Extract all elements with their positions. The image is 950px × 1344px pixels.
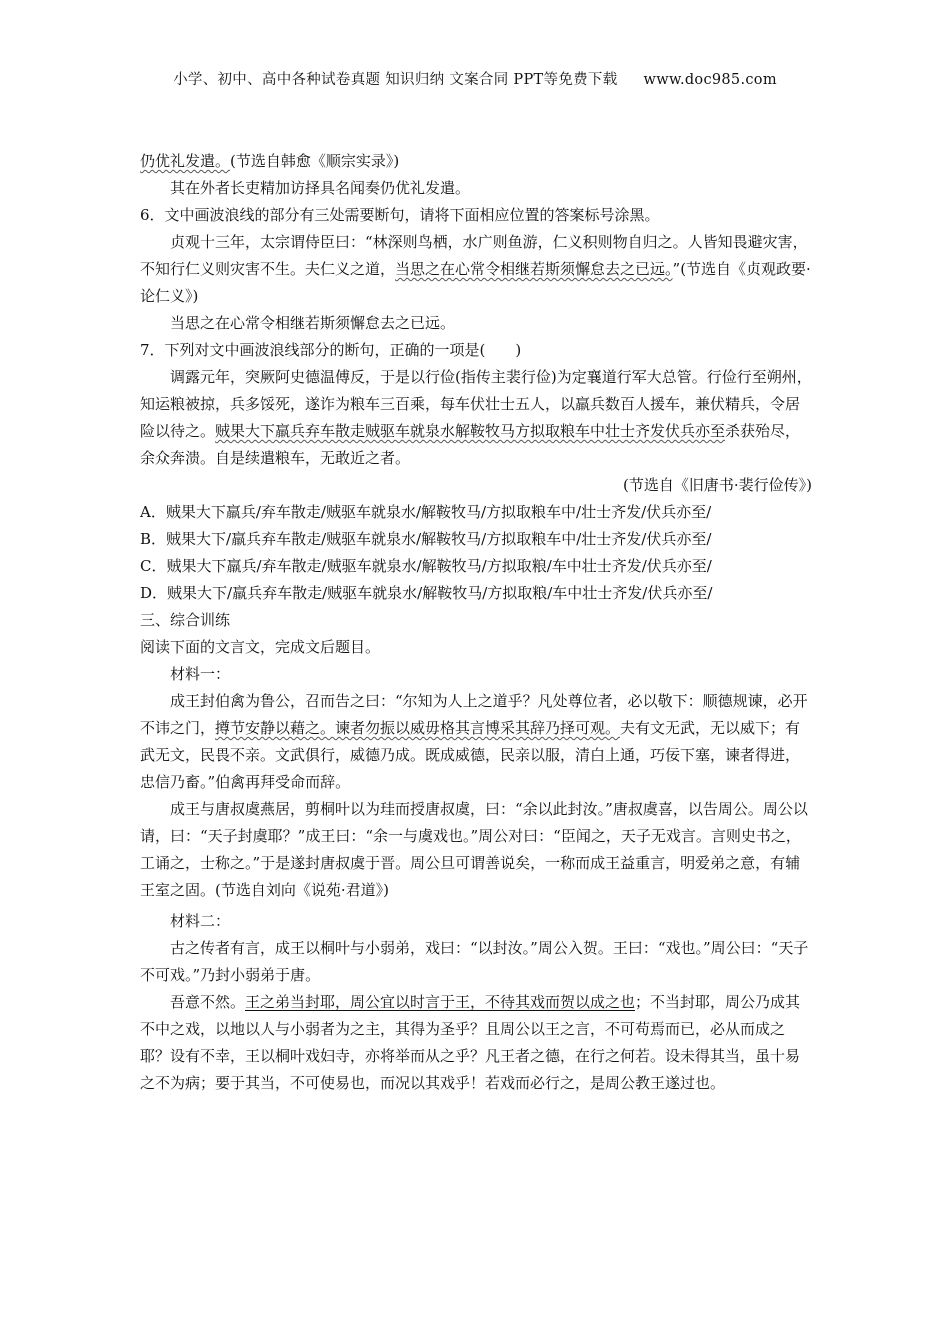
q6-passage-wavy: 当思之在心常令相继若斯须懈怠去之已远。 [395, 260, 673, 278]
q6-answer: 当思之在心常令相继若斯须懈怠去之已远。 [170, 314, 456, 332]
m2-p2-post: ；不当封耶，周公乃成其不中之戏，以地以人与小弱者为之主，其得为圣乎？且周公以王之言，不可苟焉而已，必从而成之耶？设有不幸，王以桐叶戏妇寺，亦将举而从之乎？凡王者之德，在行之何若。设未得其当，虽十易之不为病；要于其当，不可使易也，而况以其戏乎！若戏而必行之，是周公教王遂过也。 [140, 993, 801, 1092]
material2-label: 材料二： [170, 912, 231, 930]
q6-passage-post: ” [672, 260, 681, 278]
q7-option-a[interactable]: A．贼果大下羸兵/弃车散走/贼驱车就泉水/解鞍牧马/方拟取粮车中/壮士齐发/伏兵亦至/ [140, 503, 712, 521]
page-header [0, 68, 950, 89]
material1-paragraph-1 [140, 688, 812, 796]
header-url[interactable]: www.doc985.com [643, 72, 777, 88]
m1-p1-post: 夫有文无武，无以威下；有武无文，民畏不亲。文武俱行，威德乃成。既成威德，民亲以服，清白上通，巧佞下塞，谏者得进，忠信乃畜。”伯禽再拜受命而辞。 [140, 719, 801, 791]
section3-heading: 三、综合训练 [140, 611, 231, 629]
m2-p2-underlined-sentence: 王之弟当封耶，周公宜以时言于王，不待其戏而贺以成之也 [245, 993, 636, 1011]
q5-passage-tail [140, 148, 812, 175]
q7-option-b[interactable]: B．贼果大下/羸兵弃车散走/贼驱车就泉水/解鞍牧马/方拟取粮车中/壮士齐发/伏兵亦至/ [140, 530, 712, 548]
m2-p2-pre: 吾意不然。 [170, 993, 246, 1011]
material1-paragraph-2: 成王与唐叔虞燕居，剪桐叶以为珪而授唐叔虞，曰：“余以此封汝。”唐叔虞喜，以告周公。周公以请，曰：“天子封虞耶？”成王曰：“余一与虞戏也。”周公对曰：“臣闻之，天子无戏言。言则史书之，工诵之，士称之。”于是遂封唐叔虞于晋。周公旦可谓善说矣，一称而成王益重言，明爱弟之意，有辅王室之固。(节选自刘向《说苑·君道》) [140, 800, 808, 899]
m1-p1-pre: 成王封伯禽为鲁公，召而告之曰：“尔知为人上之道乎？凡处尊位者，必以敬下：顺德规谏，必开不讳之门， [140, 692, 808, 737]
q7-option-d[interactable]: D．贼果大下/羸兵弃车散走/贼驱车就泉水/解鞍牧马/方拟取粮/车中壮士齐发/伏兵亦至/ [140, 584, 713, 602]
q7-prompt: 7．下列对文中画波浪线部分的断句，正确的一项是( ) [140, 341, 522, 359]
q7-passage-pre: 调露元年，突厥阿史德温傅反，于是以行俭(指传主裴行俭)为定襄道行军大总管。行俭行至朔州，知运粮被掠，兵多馁死，遂诈为粮车三百乘，每车伏壮士五人，以羸兵数百人援车，兼伏精兵，令居险以待之。 [140, 368, 812, 440]
section3-instruction: 阅读下面的文言文，完成文后题目。 [140, 638, 381, 656]
q7-passage-wavy: 贼果大下羸兵弃车散走贼驱车就泉水解鞍牧马方拟取粮车中壮士齐发伏兵亦至 [215, 422, 726, 440]
material2-paragraph-2 [140, 989, 812, 1097]
q6-passage [140, 229, 812, 310]
q6-source: (节选自《贞观政要·论仁义》) [140, 260, 811, 305]
q7-source: (节选自《旧唐书·裴行俭传》) [623, 476, 812, 494]
q7-option-c[interactable]: C．贼果大下羸兵/弃车散走/贼驱车就泉水/解鞍牧马/方拟取粮/车中壮士齐发/伏兵亦至/ [140, 557, 712, 575]
q5-wavy-text: 仍优礼发遣。 [140, 152, 231, 170]
q7-passage-post: 杀获殆尽，余众奔溃。自是续遣粮车，无敢近之者。 [140, 422, 801, 467]
q6-prompt: 6．文中画波浪线的部分有三处需要断句，请将下面相应位置的答案标号涂黑。 [140, 206, 660, 224]
material2-paragraph-1: 古之传者有言，成王以桐叶与小弱弟，戏曰：“以封汝。”周公入贺。王曰：“戏也。”周公曰：“天子不可戏。”乃封小弱弟于唐。 [140, 939, 809, 984]
m1-p1-wavy: 撙节安静以藉之。谏者勿振以威毋格其言博采其辞乃择可观。 [215, 719, 621, 737]
q5-source: (节选自韩愈《顺宗实录》) [230, 152, 400, 170]
document-body [140, 148, 812, 1097]
q7-passage [140, 364, 812, 472]
q6-passage-pre: 贞观十三年，太宗谓侍臣曰：“林深则鸟栖，水广则鱼游，仁义积则物自归之。人皆知畏避灾害，不知行仁义则灾害不生。夫仁义之道， [140, 233, 808, 278]
q5-answer: 其在外者长吏精加访择具名闻奏仍优礼发遣。 [170, 179, 471, 197]
material1-label: 材料一： [170, 665, 231, 683]
header-text: 小学、初中、高中各种试卷真题 知识归纳 文案合同 PPT等免费下载 [173, 72, 618, 88]
